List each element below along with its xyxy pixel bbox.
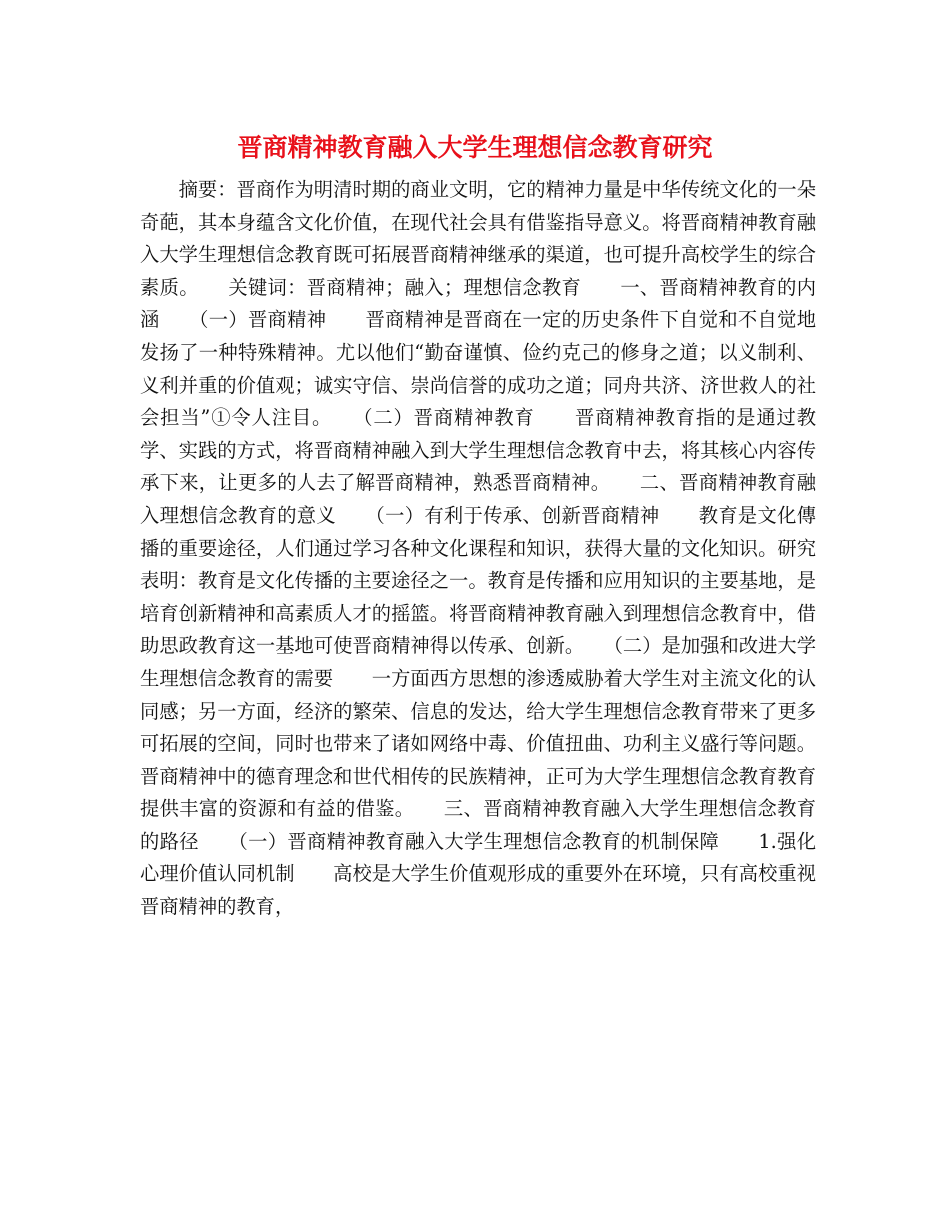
document-body: 摘要：晋商作为明清时期的商业文明，它的精神力量是中华传统文化的一朵奇葩，其本身蕴含文化价值，在现代社会具有借鉴指导意义。将晋商精神教育融入大学生理想信念教育既可拓展晋商精神继承的渠道，也可提升高校学生的综合素质。 关键词：晋商精神；融入；理想信念教育 一、晋商精神教育的内涵 （一）晋商精神 晋商精神是晋商在一定的历史条件下自觉和不自觉地发扬了一种特殊精神。尤以他们“勤奋谨慎、俭约克己的修身之道；以义制利、义利并重的价值观；诚实守信、崇尚信誉的成功之道；同舟共济、济世救人的社会担当”①令人注目。 （二）晋商精神教育 晋商精神教育指的是通过教学、实践的方式，将晋商精神融入到大学生理想信念教育中去，将其核心内容传承下来，让更多的人去了解晋商精神，熟悉晋商精神。 二、晋商精神教育融入理想信念教育的意义 （一）有利于传承、创新晋商精神 教育是文化傳播的重要途径，人们通过学习各种文化课程和知识，获得大量的文化知识。研究表明：教育是文化传播的主要途径之一。教育是传播和应用知识的主要基地，是培育创新精神和高素质人才的摇篮。将晋商精神教育融入到理想信念教育中，借助思政教育这一基地可使晋商精神得以传承、创新。 （二）是加强和改进大学生理想信念教育的需要 一方面西方思想的渗透威胁着大学生对主流文化的认同感；另一方面，经济的繁荣、信息的发达，给大学生理想信念教育带来了更多可拓展的空间，同时也带来了诸如网络中毒、价值扭曲、功利主义盛行等问题。晋商精神中的德育理念和世代相传的民族精神，正可为大学生理想信念教育教育提供丰富的资源和有益的借鉴。 三、晋商精神教育融入大学生理想信念教育的路径 （一）晋商精神教育融入大学生理想信念教育的机制保障 1.强化心理价值认同机制 高校是大学生价值观形成的重要外在环境，只有高校重视晋商精神的教育， xyxy=(140,178,816,919)
document-title: 晋商精神教育融入大学生理想信念教育研究 xyxy=(237,133,713,162)
